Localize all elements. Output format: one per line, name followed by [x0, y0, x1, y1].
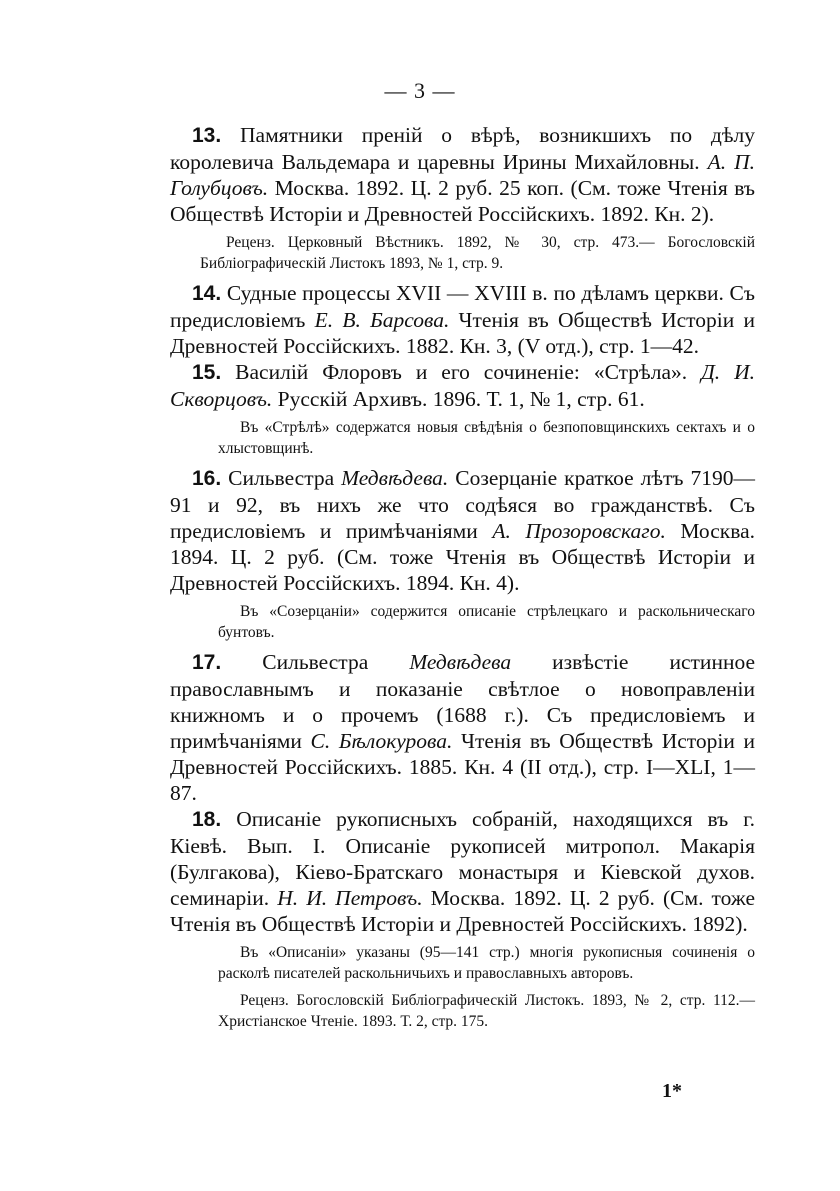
author-name: А. Прозоровскаго.	[492, 519, 666, 543]
entry-13: 13. Памятники преній о вѣрѣ, возникшихъ по дѣлу королевича Вальдемара и царевны Ирины Михайловны. А. П. Голубцовъ. Москва. 1892. Ц. 2 руб. 25 коп. (См. тоже Чтенія въ Обществѣ Исторіи и Древностей Россійскихъ. 1892. Кн. 2). Реценз. Церковный Вѣстникъ. 1892, № 30, стр. 473.— Богословскій Библіографическій Листокъ 1893, № 1, стр. 9.	[170, 123, 755, 272]
signature-mark: 1*	[662, 1080, 682, 1102]
author-name: Е. В. Барсова.	[314, 308, 450, 332]
author-name: А. П. Голубцовъ.	[170, 150, 755, 200]
entry-number: 17.	[192, 651, 222, 674]
author-name: Н. И. Петровъ.	[277, 886, 423, 910]
entry-14: 14. Судные процессы XVII — XVIII в. по дѣламъ церкви. Съ предисловіемъ Е. В. Барсова. Чтенія въ Обществѣ Исторіи и Древностей Россійскихъ. 1882. Кн. 3, (V отд.), стр. 1—42.	[170, 281, 755, 358]
page-number: — 3 —	[384, 78, 456, 103]
entry-number: 14.	[192, 282, 222, 305]
entry-review: Реценз. Богословскій Библіографическій Листокъ. 1893, № 2, стр. 112.—Христіанское Чтеніе. 1893. Т. 2, стр. 175.	[218, 992, 755, 1030]
entry-note: Реценз. Церковный Вѣстникъ. 1892, № 30, стр. 473.— Богословскій Библіографическій Листокъ 1893, № 1, стр. 9.	[200, 234, 755, 272]
author-name: Медвѣдева.	[341, 466, 449, 490]
entry-number: 13.	[192, 124, 222, 147]
entry-18: 18. Описаніе рукописныхъ собраній, находящихся въ г. Кіевѣ. Вып. I. Описаніе рукописей митропол. Макарія (Булгакова), Кіево-Братскаго монастыря и Кіевской духов. семинаріи. Н. И. Петровъ. Москва. 1892. Ц. 2 руб. (См. тоже Чтенія въ Обществѣ Исторіи и Древностей Россійскихъ. 1892). Въ «Описаніи» указаны (95—141 стр.) многія рукописныя сочиненія о расколѣ писателей раскольничьихъ и православныхъ авторовъ. Реценз. Богословскій Библіографическій Листокъ. 1893, № 2, стр. 112.—Христіанское Чтеніе. 1893. Т. 2, стр. 175.	[170, 807, 755, 1030]
bibliography-list	[170, 122, 755, 1038]
entry-15: 15. Василій Флоровъ и его сочиненіе: «Стрѣла». Д. И. Скворцовъ. Русскій Архивъ. 1896. Т. 1, № 1, стр. 61. Въ «Стрѣлѣ» содержатся новыя свѣдѣнія о безпоповщинскихъ сектахъ и о хлыстовщинѣ.	[170, 360, 755, 457]
entry-number: 15.	[192, 361, 222, 384]
entry-number: 16.	[192, 467, 222, 490]
entry-number: 18.	[192, 808, 222, 831]
entry-16: 16. Сильвестра Медвѣдева. Созерцаніе краткое лѣтъ 7190—91 и 92, въ нихъ же что содѣяся во гражданствѣ. Съ предисловіемъ и примѣчаніями А. Прозоровскаго. Москва. 1894. Ц. 2 руб. (См. тоже Чтенія въ Обществѣ Исторіи и Древностей Россійскихъ. 1894. Кн. 4). Въ «Созерцаніи» содержится описаніе стрѣлецкаго и раскольническаго бунтовъ.	[170, 466, 755, 641]
author-name: Медвѣдева	[409, 650, 512, 674]
author-name: Д. И. Скворцовъ.	[170, 360, 755, 411]
entry-note: Въ «Созерцаніи» содержится описаніе стрѣлецкаго и раскольническаго бунтовъ.	[218, 603, 755, 641]
entry-note: Въ «Описаніи» указаны (95—141 стр.) многія рукописныя сочиненія о расколѣ писателей раскольничьихъ и православныхъ авторовъ.	[218, 944, 755, 982]
entry-17: 17. Сильвестра Медвѣдева извѣстіе истинное православнымъ и показаніе свѣтлое о новоправленіи книжномъ и о прочемъ (1688 г.). Съ предисловіемъ и примѣчаніями С. Бѣлокурова. Чтенія въ Обществѣ Исторіи и Древностей Россійскихъ. 1885. Кн. 4 (II отд.), стр. I—XLI, 1—87.	[170, 650, 756, 805]
entry-note: Въ «Стрѣлѣ» содержатся новыя свѣдѣнія о безпоповщинскихъ сектахъ и о хлыстовщинѣ.	[218, 419, 755, 457]
author-name: С. Бѣлокурова.	[310, 729, 453, 753]
